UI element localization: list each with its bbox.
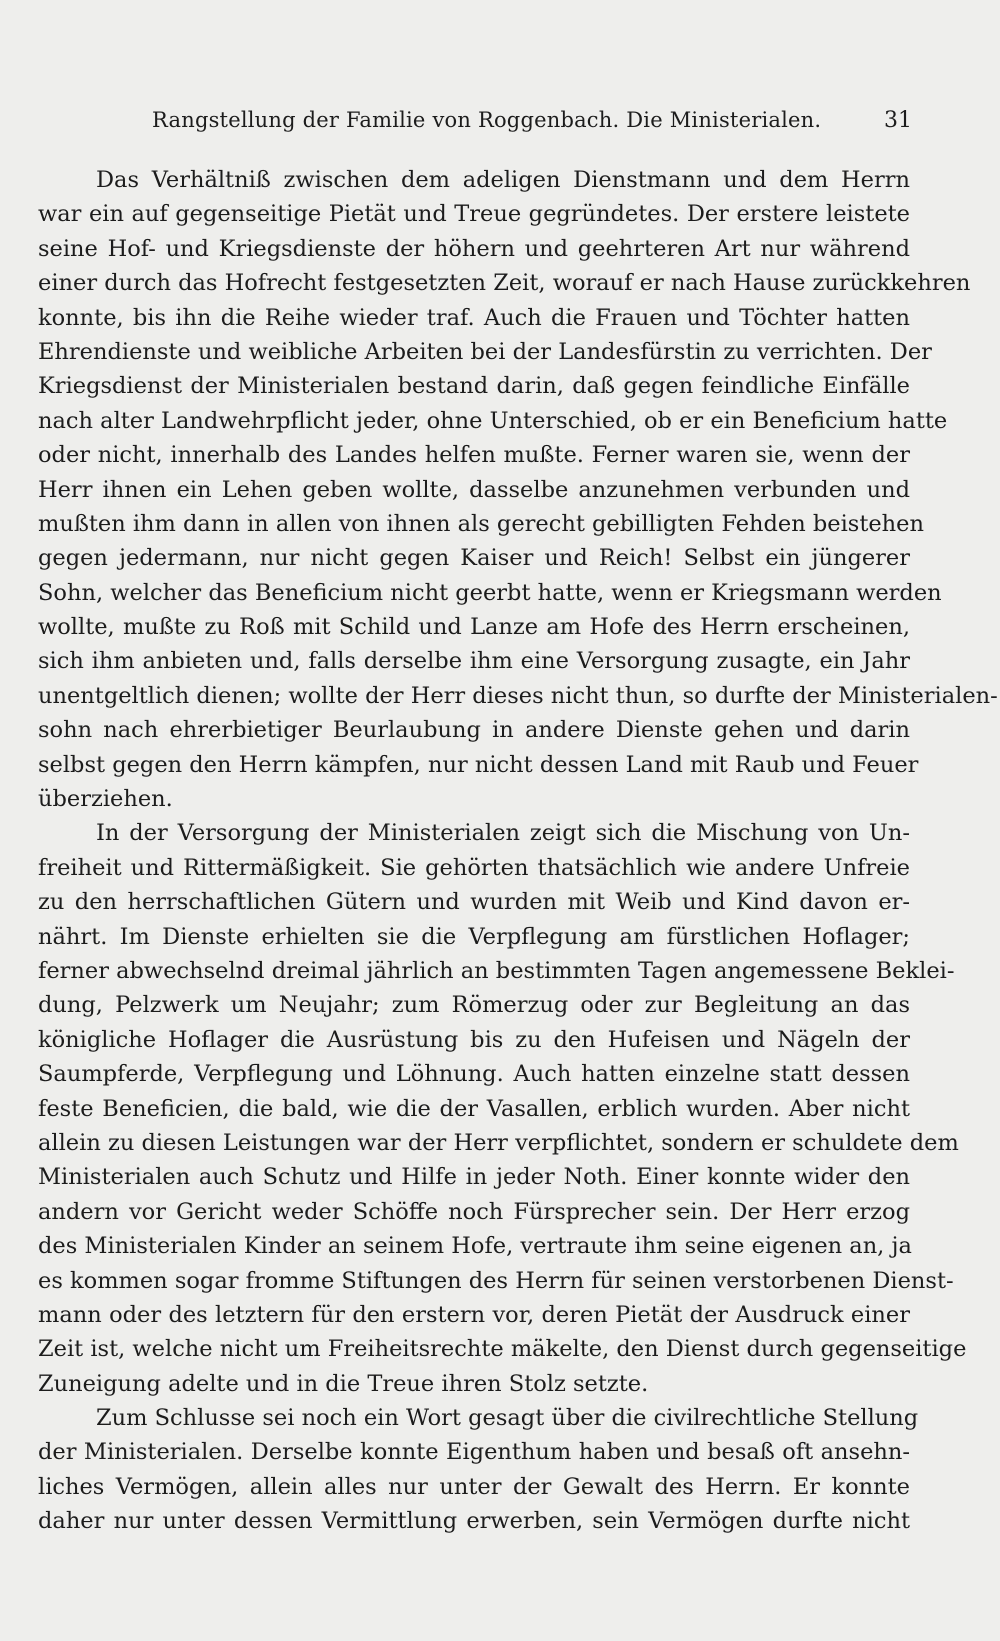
running-title: Rangstellung der Familie von Roggenbach. Die Ministerialen. [152, 108, 822, 132]
text-line: Das Verhältniß zwischen dem adeligen Dienstmann und dem Herrn [96, 167, 910, 193]
text-line: war ein auf gegenseitige Pietät und Treue gegründetes. Der erstere leistete [38, 201, 910, 228]
text-line: nährt. Im Dienste erhielten sie die Verpflegung am fürstlichen Hoflager; [38, 923, 910, 950]
text-line: gegen jedermann, nur nicht gegen Kaiser und Reich! Selbst ein jüngerer [38, 545, 910, 572]
text-line: In der Versorgung der Ministerialen zeigt sich die Mischung von Un- [96, 820, 910, 847]
text-line: seine Hof- und Kriegsdienste der höhern und geehrteren Art nur während [38, 235, 910, 262]
text-line: mußten ihm dann in allen von ihnen als gerecht gebilligten Fehden beistehen [38, 510, 924, 537]
text-line: unentgeltlich dienen; wollte der Herr dieses nicht thun, so durfte der Ministerialen- [38, 682, 998, 709]
text-line: zu den herrschaftlichen Gütern und wurden mit Weib und Kind davon er- [38, 889, 910, 916]
text-line: liches Vermögen, allein alles nur unter der Gewalt des Herrn. Er konnte [38, 1473, 910, 1500]
text-line: selbst gegen den Herrn kämpfen, nur nicht dessen Land mit Raub und Feuer [38, 751, 919, 778]
text-line: Zeit ist, welche nicht um Freiheitsrechte mäkelte, den Dienst durch gegenseitige [38, 1336, 967, 1363]
text-line: des Ministerialen Kinder an seinem Hofe, vertraute ihm seine eigenen an, ja [38, 1233, 912, 1260]
text-line: nach alter Landwehrpflicht jeder, ohne Unterschied, ob er ein Beneficium hatte [38, 407, 948, 434]
text-line: feste Beneficien, die bald, wie die der Vasallen, erblich wurden. Aber nicht [38, 1095, 910, 1122]
text-line: wollte, mußte zu Roß mit Schild und Lanze am Hofe des Herrn erscheinen, [38, 614, 910, 641]
text-line: dung, Pelzwerk um Neujahr; zum Römerzug oder zur Begleitung an das [38, 992, 910, 1019]
text-line: oder nicht, innerhalb des Landes helfen mußte. Ferner waren sie, wenn der [38, 442, 910, 469]
text-line: königliche Hoflager die Ausrüstung bis zu den Hufeisen und Nägeln der [38, 1026, 910, 1053]
text-line: sich ihm anbieten und, falls derselbe ihm eine Versorgung zusagte, ein Jahr [38, 648, 910, 675]
text-line: überziehen. [38, 786, 173, 813]
text-line: Herr ihnen ein Lehen geben wollte, dasselbe anzunehmen verbunden und [38, 476, 910, 503]
text-line: Ehrendienste und weibliche Arbeiten bei der Landesfürstin zu verrichten. Der [38, 338, 932, 365]
paragraph [38, 816, 967, 1401]
text-line: der Ministerialen. Derselbe konnte Eigenthum haben und besaß oft ansehn- [38, 1439, 910, 1466]
text-line: sohn nach ehrerbietiger Beurlaubung in andere Dienste gehen und darin [38, 717, 910, 744]
text-line: mann oder des letztern für den erstern vor, deren Pietät der Ausdruck einer [38, 1301, 910, 1328]
text-line: allein zu diesen Leistungen war der Herr verpflichtet, sondern er schuldete dem [38, 1129, 959, 1156]
text-line: daher nur unter dessen Vermittlung erwerben, sein Vermögen durfte nicht [38, 1508, 910, 1535]
text-line: andern vor Gericht weder Schöffe noch Fürsprecher sein. Der Herr erzog [38, 1198, 910, 1225]
text-line: ferner abwechselnd dreimal jährlich an bestimmten Tagen angemessene Beklei- [38, 957, 955, 984]
paragraph [38, 163, 998, 816]
text-line: Kriegsdienst der Ministerialen bestand darin, daß gegen feindliche Einfälle [38, 373, 910, 400]
text-line: Ministerialen auch Schutz und Hilfe in jeder Noth. Einer konnte wider den [38, 1164, 910, 1191]
text-line: Zum Schlusse sei noch ein Wort gesagt über die civilrechtliche Stellung [96, 1405, 919, 1432]
page-number: 31 [884, 108, 912, 133]
text-line: Sohn, welcher das Beneficium nicht geerbt hatte, wenn er Kriegsmann werden [38, 579, 942, 606]
body-text [38, 163, 998, 1539]
text-line: konnte, bis ihn die Reihe wieder traf. Auch die Frauen und Töchter hatten [38, 304, 910, 331]
text-line: es kommen sogar fromme Stiftungen des Herrn für seinen verstorbenen Dienst- [38, 1267, 954, 1294]
text-line: freiheit und Rittermäßigkeit. Sie gehörten thatsächlich wie andere Unfreie [38, 854, 910, 881]
paragraph [38, 1401, 919, 1539]
page-header [152, 108, 912, 140]
text-line: einer durch das Hofrecht festgesetzten Zeit, worauf er nach Hause zurückkehren [38, 270, 971, 297]
text-line: Zuneigung adelte und in die Treue ihren Stolz setzte. [38, 1370, 649, 1397]
text-line: Saumpferde, Verpflegung und Löhnung. Auch hatten einzelne statt dessen [38, 1061, 910, 1088]
